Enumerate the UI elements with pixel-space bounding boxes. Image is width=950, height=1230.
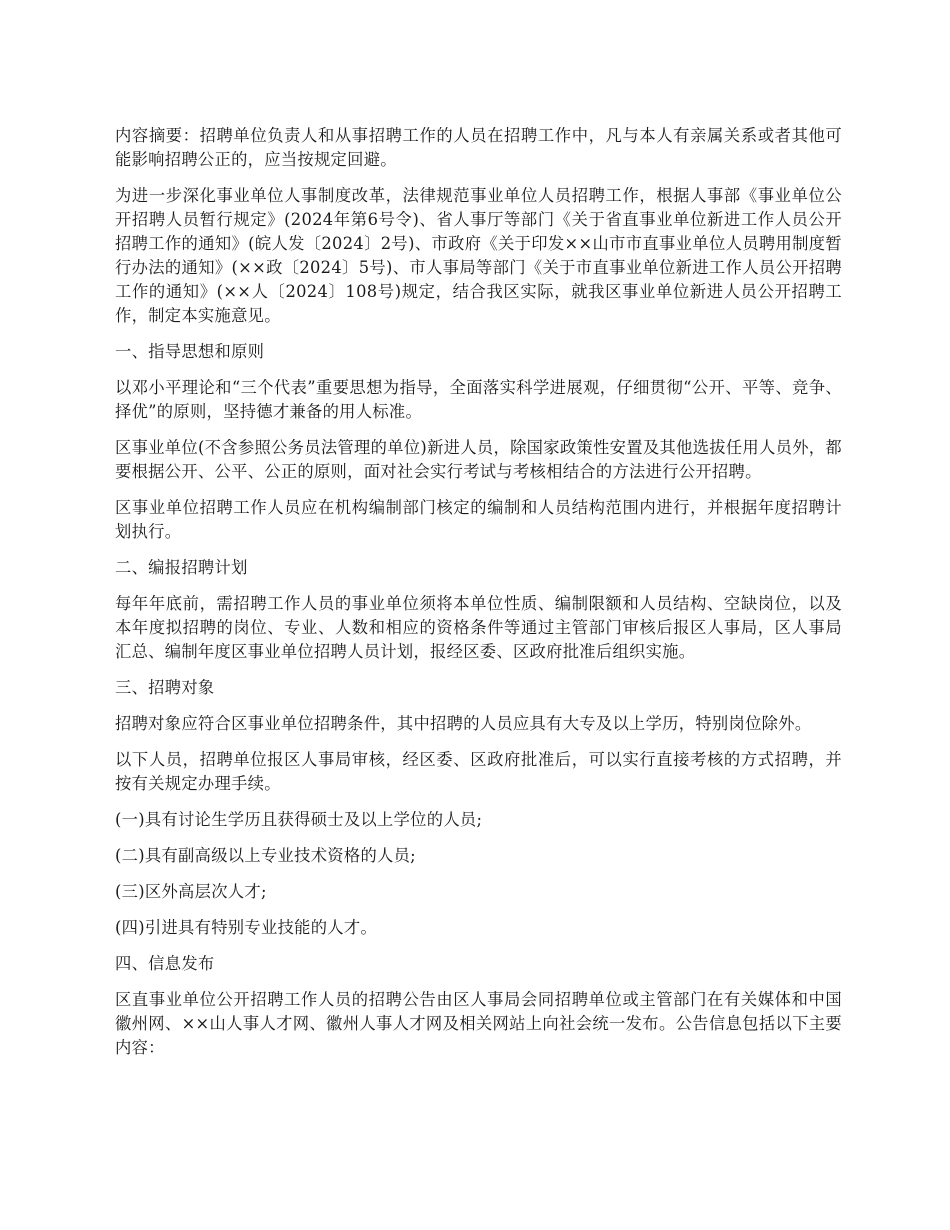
list-item: (四)引进具有特别专业技能的人才。 [115, 918, 378, 937]
body-paragraph: 每年年底前，需招聘工作人员的事业单位须将本单位性质、编制限额和人员结构、空缺岗位，以及本年度拟招聘的岗位、专业、人数和相应的资格条件等通过主管部门审核后报区人事局，区人事局汇总、编制年度区事业单位招聘人员计划，报经区委、区政府批准后组织实施。 [115, 594, 842, 661]
body-paragraph: 区事业单位招聘工作人员应在机构编制部门核定的编制和人员结构范围内进行，并根据年度招聘计划执行。 [115, 498, 842, 541]
body-paragraph: 区事业单位(不含参照公务员法管理的单位)新进人员，除国家政策性安置及其他选拔任用人员外，都要根据公开、公平、公正的原则，面对社会实行考试与考核相结合的方法进行公开招聘。 [115, 438, 842, 481]
summary-paragraph: 内容摘要：招聘单位负责人和从事招聘工作的人员在招聘工作中，凡与本人有亲属关系或者其他可能影响招聘公正的，应当按规定回避。 [115, 126, 842, 169]
list-item: (二)具有副高级以上专业技术资格的人员; [115, 846, 416, 865]
section-heading-guiding-principles: 一、指导思想和原则 [115, 342, 265, 361]
list-item: (三)区外高层次人才; [115, 882, 267, 901]
section-heading-recruitment-targets: 三、招聘对象 [115, 678, 215, 697]
section-heading-information-release: 四、信息发布 [115, 954, 215, 973]
body-paragraph: 区直事业单位公开招聘工作人员的招聘公告由区人事局会同招聘单位或主管部门在有关媒体和中国徽州网、××山人事人才网、徽州人事人才网及相关网站上向社会统一发布。公告信息包括以下主要内容： [115, 990, 842, 1057]
body-paragraph: 以邓小平理论和“三个代表”重要思想为指导，全面落实科学进展观，仔细贯彻“公开、平等、竞争、择优”的原则，坚持德才兼备的用人标准。 [115, 378, 842, 421]
section-heading-recruitment-plan: 二、编报招聘计划 [115, 558, 248, 577]
body-paragraph: 以下人员，招聘单位报区人事局审核，经区委、区政府批准后，可以实行直接考核的方式招聘，并按有关规定办理手续。 [115, 750, 842, 793]
body-paragraph: 招聘对象应符合区事业单位招聘条件，其中招聘的人员应具有大专及以上学历，特别岗位除外。 [115, 714, 812, 733]
document-page [115, 124, 842, 1072]
list-item: (一)具有讨论生学历且获得硕士及以上学位的人员; [115, 810, 483, 829]
intro-paragraph: 为进一步深化事业单位人事制度改革，法律规范事业单位人员招聘工作，根据人事部《事业单位公开招聘人员暂行规定》(2024年第6号令)、省人事厅等部门《关于省直事业单位新进工作人员公开招聘工作的通知》(皖人发〔2024〕2号)、市政府《关于印发××山市市直事业单位人员聘用制度暂行办法的通知》(××政〔2024〕5号)、市人事局等部门《关于市直事业单位新进工作人员公开招聘工作的通知》(××人〔2024〕108号)规定，结合我区实际，就我区事业单位新进人员公开招聘工作，制定本实施意见。 [115, 186, 842, 325]
